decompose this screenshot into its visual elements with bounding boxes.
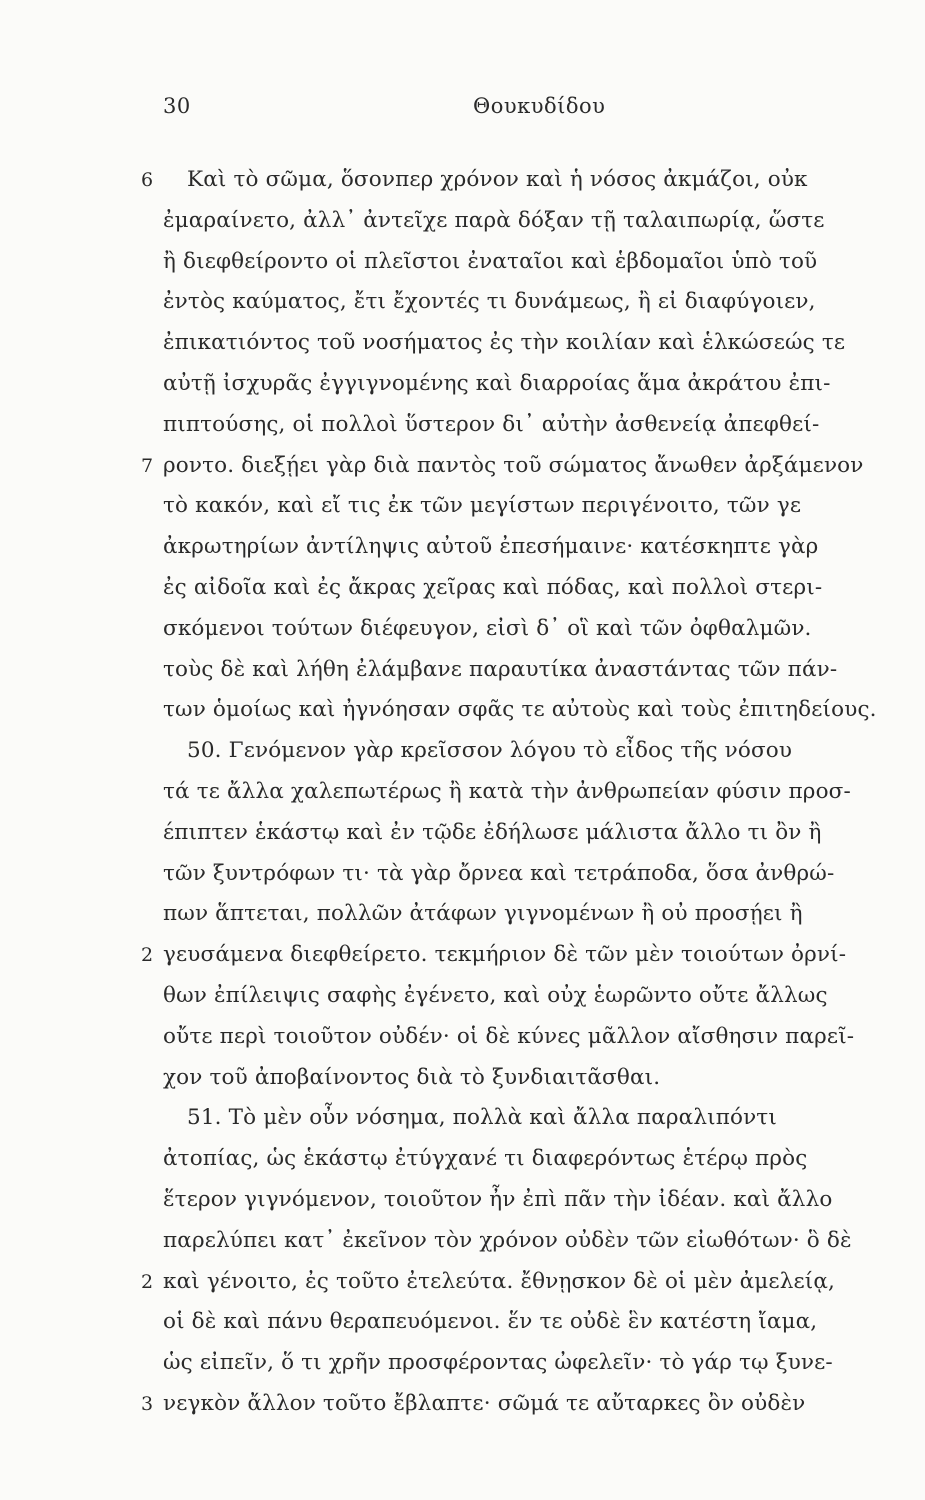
running-title: Θουκυδίδου [473,94,606,118]
body-text [141,160,905,1425]
page-header [163,94,903,128]
text-line [163,854,905,895]
text-line [163,1343,905,1384]
line-text: σκόμενοι τούτων διέφευγον, εἰσὶ δ᾿ οἳ καὶ τῶν ὀφθαλμῶν. [163,615,812,641]
text-line [163,527,905,568]
margin-section-number: 7 [141,454,154,477]
line-text: Καὶ τὸ σῶμα, ὅσονπερ χρόνον καὶ ἡ νόσος ἀκμάζοι, οὐκ [187,167,808,192]
line-text: νεγκὸν ἄλλον τοῦτο ἔβλαπτε· σῶμά τε αὔταρκες ὂν οὐδὲν [163,1390,806,1416]
line-text: τοὺς δὲ καὶ λήθη ἐλάμβανε παραυτίκα ἀναστάντας τῶν πάν- [163,656,838,682]
margin-section-number: 2 [141,1270,154,1293]
line-text: ἕτερον γιγνόμενον, τοιοῦτον ἦν ἐπὶ πᾶν τὴν ἰδέαν. καὶ ἄλλο [163,1186,833,1212]
text-line [163,976,905,1017]
text-line [163,650,905,691]
text-line [163,731,905,772]
text-line [163,242,905,283]
text-line [141,1384,905,1425]
margin-section-number: 3 [141,1392,154,1415]
text-line [163,282,905,323]
text-line [163,1180,905,1221]
margin-section-number: 6 [141,169,154,191]
text-line [163,1221,905,1262]
line-text: ἐπικατιόντος τοῦ νοσήματος ἐς τὴν κοιλίαν καὶ ἑλκώσεώς τε [163,330,846,356]
line-text: ροντο. διεξῄει γὰρ διὰ παντὸς τοῦ σώματος ἄνωθεν ἀρξάμενον [163,452,864,478]
line-text: γευσάμενα διεφθείρετο. τεκμήριον δὲ τῶν μὲν τοιούτων ὀρνί- [163,942,847,968]
text-line [163,323,905,364]
line-text: ἐντὸς καύματος, ἔτι ἔχοντές τι δυνάμεως, ἢ εἰ διαφύγοιεν, [163,289,816,315]
text-line [163,1017,905,1058]
text-line [141,160,905,201]
line-text: θων ἐπίλειψις σαφὴς ἐγένετο, καὶ οὐχ ἑωρῶντο οὔτε ἄλλως [163,982,828,1008]
line-text: ἀτοπίας, ὡς ἑκάστῳ ἐτύγχανέ τι διαφερόντως ἑτέρῳ πρὸς [163,1146,808,1172]
text-line [163,486,905,527]
line-text: τῶν ξυντρόφων τι· τὰ γὰρ ὄρνεα καὶ τετράποδα, ὅσα ἀνθρώ- [163,860,835,886]
line-text: ἢ διεφθείροντο οἱ πλεῖστοι ἐναταῖοι καὶ ἑβδομαῖοι ὑπὸ τοῦ [163,248,818,274]
line-text: χον τοῦ ἀποβαίνοντος διὰ τὸ ξυνδιαιτᾶσθαι. [163,1064,661,1090]
text-line [163,772,905,813]
line-text: έπιπτεν ἑκάστῳ καὶ ἐν τῷδε ἐδήλωσε μάλιστα ἄλλο τι ὂν ἢ [163,819,822,845]
text-line [141,935,905,976]
text-line [163,1058,905,1099]
text-line [163,1139,905,1180]
line-text: 51. Τὸ μὲν οὖν νόσημα, πολλὰ καὶ ἄλλα παραλιπόντι [187,1105,777,1131]
text-line [163,201,905,242]
line-text: των ὁμοίως καὶ ἠγνόησαν σφᾶς τε αὐτοὺς καὶ τοὺς ἐπιτηδείους. [163,697,877,723]
line-text: ἐς αἰδοῖα καὶ ἐς ἄκρας χεῖρας καὶ πόδας, καὶ πολλοὶ στερι- [163,574,823,600]
line-text: τὸ κακόν, καὶ εἴ τις ἐκ τῶν μεγίστων περιγένοιτο, τῶν γε [163,493,802,519]
line-text: 50. Γενόμενον γὰρ κρεῖσσον λόγου τὸ εἶδος τῆς νόσου [187,738,793,764]
line-text: ἐμαραίνετο, ἀλλ᾿ ἀντεῖχε παρὰ δόξαν τῇ ταλαιπωρίᾳ, ὥστε [163,207,825,233]
line-text: πων ἅπτεται, πολλῶν ἀτάφων γιγνομένων ἢ οὐ προσῄει ἢ [163,901,803,927]
line-text: πιπτούσης, οἱ πολλοὶ ὕστερον δι᾿ αὐτὴν ἀσθενείᾳ ἀπεφθεί- [163,411,820,437]
line-text: οἱ δὲ καὶ πάνυ θεραπευόμενοι. ἕν τε οὐδὲ ἓν κατέστη ἴαμα, [163,1309,818,1335]
text-line [163,1098,905,1139]
text-line [163,894,905,935]
line-text: ἀκρωτηρίων ἀντίληψις αὐτοῦ ἐπεσήμαινε· κατέσκηπτε γὰρ [163,534,819,560]
text-line [163,1302,905,1343]
line-text: οὔτε περὶ τοιοῦτον οὐδέν· οἱ δὲ κύνες μᾶλλον αἴσθησιν παρεῖ- [163,1023,855,1049]
text-line [163,568,905,609]
margin-section-number: 2 [141,944,154,967]
text-line [141,446,905,487]
line-text: καὶ γένοιτο, ἐς τοῦτο ἐτελεύτα. ἔθνῃσκον δὲ οἱ μὲν ἀμελείᾳ, [163,1268,836,1294]
line-text: αὐτῇ ἰσχυρᾶς ἐγγιγνομένης καὶ διαρροίας ἅμα ἀκράτου ἐπι- [163,370,831,396]
page-number: 30 [163,94,191,118]
line-text: τά τε ἄλλα χαλεπωτέρως ἢ κατὰ τὴν ἀνθρωπείαν φύσιν προσ- [163,778,851,804]
text-line [163,813,905,854]
text-line [163,405,905,446]
text-line [163,609,905,650]
text-line [141,1262,905,1303]
line-text: ὡς εἰπεῖν, ὅ τι χρῆν προσφέροντας ὠφελεῖν· τὸ γάρ τῳ ξυνε- [163,1350,833,1376]
text-line [163,364,905,405]
line-text: παρελύπει κατ᾿ ἐκεῖνον τὸν χρόνον οὐδὲν τῶν εἰωθότων· ὃ δὲ [163,1227,852,1253]
text-line [163,690,905,731]
